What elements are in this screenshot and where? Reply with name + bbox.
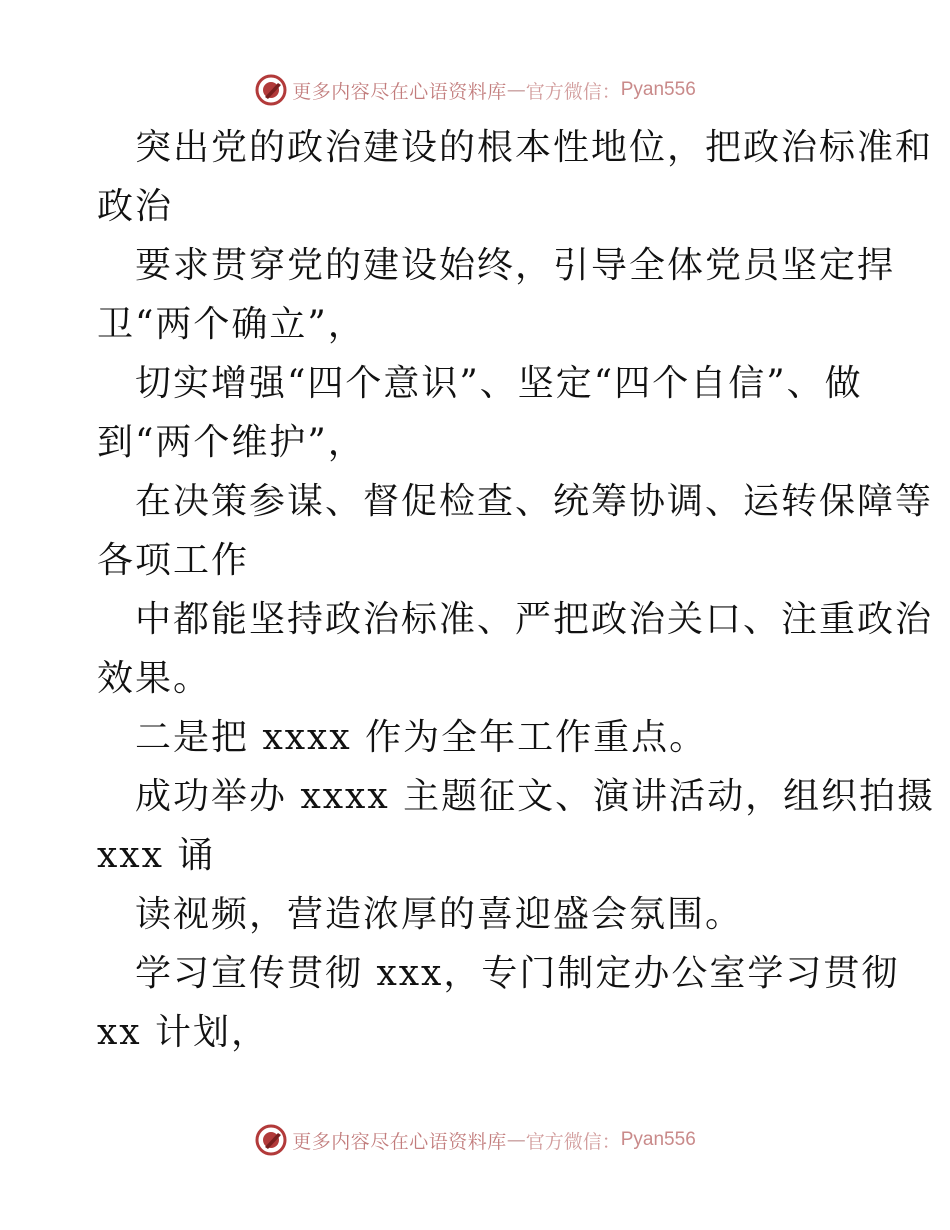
body-line: 突出党的政治建设的根本性地位，把政治标准和	[135, 127, 934, 168]
header-watermark	[0, 72, 950, 108]
watermark-separator: —	[506, 1129, 526, 1151]
body-line: 要求贯穿党的建设始终，引导全体党员坚定捍	[135, 245, 896, 286]
body-line: 切实增强“四个意识”、坚定“四个自信”、做	[135, 363, 863, 404]
body-line: 政治	[97, 186, 174, 227]
watermark-wechat-label: 官方微信：	[525, 80, 621, 103]
body-line: 各项工作	[97, 540, 250, 581]
watermark-wechat-label: 官方微信：	[525, 1130, 621, 1153]
watermark-main-text: 更多内容尽在心语资料库	[292, 1130, 507, 1153]
watermark-wechat-id: Pyan556	[620, 1129, 696, 1150]
body-line: 成功举办 xxxx 主题征文、演讲活动，组织拍摄	[135, 776, 936, 817]
body-line: xxx 诵	[97, 835, 216, 876]
red-seal-logo-icon	[254, 73, 288, 107]
body-line: 效果。	[97, 658, 212, 699]
body-line: 学习宣传贯彻 xxx，专门制定办公室学习贯彻	[135, 953, 900, 994]
footer-watermark	[0, 1122, 950, 1158]
body-line: 读视频，营造浓厚的喜迎盛会氛围。	[135, 894, 744, 935]
document-body	[97, 118, 936, 1062]
red-seal-logo-icon	[254, 1123, 288, 1157]
body-line: 在决策参谋、督促检查、统筹协调、运转保障等	[135, 481, 934, 522]
body-line: 二是把 xxxx 作为全年工作重点。	[135, 717, 708, 758]
body-line: 到“两个维护”，	[97, 422, 366, 463]
body-line: 中都能坚持政治标准、严把政治关口、注重政治	[135, 599, 934, 640]
watermark-wechat-id: Pyan556	[620, 79, 696, 100]
watermark-main-text: 更多内容尽在心语资料库	[292, 80, 507, 103]
body-line: xx 计划，	[97, 1012, 270, 1053]
watermark-separator: —	[506, 79, 526, 101]
body-line: 卫“两个确立”，	[97, 304, 366, 345]
